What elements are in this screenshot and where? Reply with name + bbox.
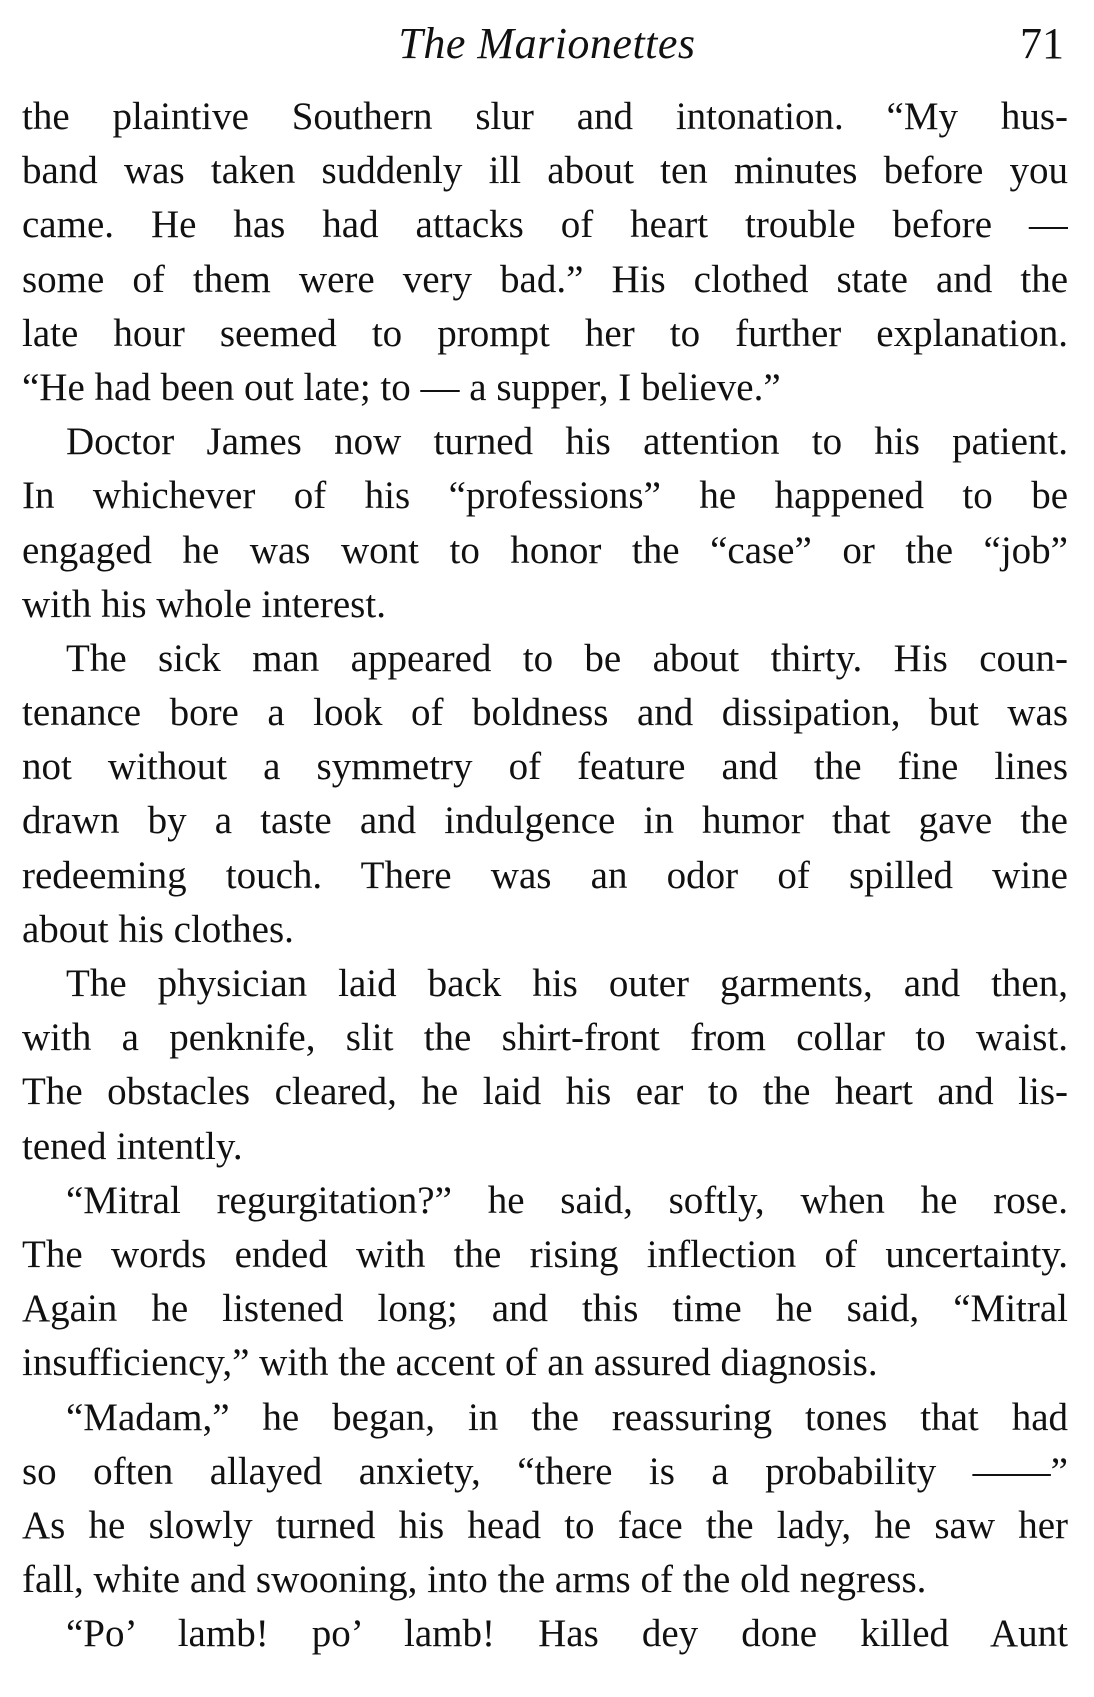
text-line-28: fall, white and swooning, into the arms of the old negress. <box>22 1558 927 1602</box>
text-line-5: late hour seemed to prompt her to further explanation. <box>22 311 1068 355</box>
text-line-13: not without a symmetry of feature and the fine lines <box>22 745 1068 789</box>
body-text <box>22 90 1068 1661</box>
text-line-9: engaged he was wont to honor the “case” or the “job” <box>22 528 1068 572</box>
text-line-8: In whichever of his “professions” he happened to be <box>22 474 1068 518</box>
page-number: 71 <box>1020 19 1064 68</box>
text-line-2: band was taken suddenly ill about ten minutes before you <box>22 149 1068 193</box>
text-line-16: about his clothes. <box>22 907 294 951</box>
text-line-18: with a penknife, slit the shirt-front from collar to waist. <box>22 1016 1068 1060</box>
text-line-24: insufficiency,” with the accent of an assured diagnosis. <box>22 1341 878 1385</box>
text-line-6: “He had been out late; to — a supper, I believe.” <box>22 365 781 409</box>
text-line-3: came. He has had attacks of heart trouble before — <box>22 203 1068 247</box>
text-line-4: some of them were very bad.” His clothed state and the <box>22 257 1068 301</box>
text-line-17: The physician laid back his outer garments, and then, <box>66 962 1068 1005</box>
text-line-19: The obstacles cleared, he laid his ear to the heart and lis- <box>22 1070 1068 1114</box>
text-line-22: The words ended with the rising inflection of uncertainty. <box>22 1232 1068 1276</box>
text-line-7: Doctor James now turned his attention to his patient. <box>66 420 1068 464</box>
text-line-14: drawn by a taste and indulgence in humor that gave the <box>22 799 1068 843</box>
text-line-29: “Po’ lamb! po’ lamb! Has dey done killed Aunt <box>66 1612 1068 1656</box>
text-line-26: so often allayed anxiety, “there is a probability ——” <box>22 1449 1068 1493</box>
text-line-20: tened intently. <box>22 1124 243 1168</box>
text-line-12: tenance bore a look of boldness and dissipation, but was <box>22 691 1068 735</box>
text-line-27: As he slowly turned his head to face the lady, he saw her <box>22 1503 1068 1547</box>
text-line-23: Again he listened long; and this time he said, “Mitral <box>22 1287 1068 1331</box>
running-head <box>0 14 1094 74</box>
text-line-25: “Madam,” he began, in the reassuring tones that had <box>66 1395 1068 1439</box>
text-line-15: redeeming touch. There was an odor of spilled wine <box>22 853 1068 897</box>
text-line-21: “Mitral regurgitation?” he said, softly, when he rose. <box>66 1178 1068 1222</box>
running-title: The Marionettes <box>398 19 696 68</box>
text-line-10: with his whole interest. <box>22 582 386 626</box>
text-line-11: The sick man appeared to be about thirty. His coun- <box>66 636 1068 680</box>
text-line-1: the plaintive Southern slur and intonation. “My hus- <box>22 95 1068 138</box>
